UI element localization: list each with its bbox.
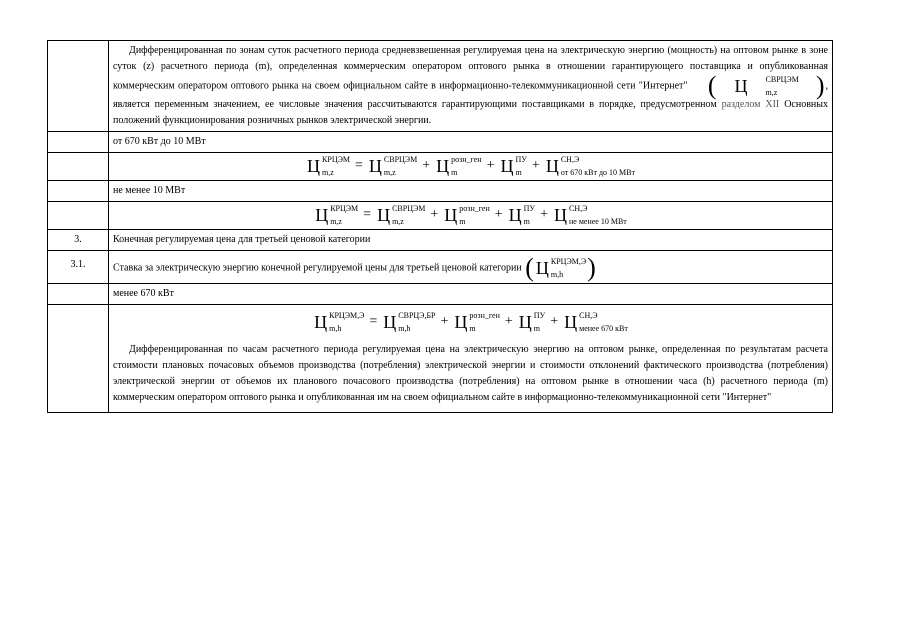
tariff-table bbox=[47, 40, 833, 413]
formula-inline: ( Ц СВРЦЭМ m,z ) bbox=[707, 71, 825, 100]
row-number: 3. bbox=[48, 230, 109, 251]
range-label: менее 670 кВт bbox=[109, 284, 833, 305]
table-row bbox=[48, 305, 833, 413]
range-label: от 670 кВт до 10 МВт bbox=[109, 132, 833, 153]
formula-cell bbox=[113, 307, 828, 342]
table-row bbox=[48, 41, 833, 132]
formula: Ц КРЦЭМ,Э m,h = Ц СВРЦЭ,БР m,h + Ц розн_ген m + Ц ПУ m + Ц СН,Э менее 670 кВт bbox=[314, 311, 628, 333]
table-row bbox=[48, 153, 833, 181]
formula-text-cell bbox=[109, 305, 833, 413]
table-row bbox=[48, 181, 833, 202]
paragraph-diff-hours: Дифференцированная по часам расчетного периода регулируемая цена на электрическую энергию на оптовом рынке, определенная по результатам расчета стоимости плановых почасовых объемов производства (потребления) электрической энергии и стоимости отклонений фактического производства (потребления) электрической энергии от объемов их планового почасового производства (потребления) на оптовом рынке в отношении часа (h) расчетного периода (m) коммерческим оператором оптового рынка и опубликованная им на своем официальном сайте в информационно-телекоммуникационной сети "Интернет" bbox=[113, 344, 828, 403]
subsection-title: Ставка за электрическую энергию конечной регулируемой цены для третьей ценовой категории ( Ц КРЦЭМ,Э m,h ) bbox=[109, 251, 833, 284]
table-row bbox=[48, 284, 833, 305]
text-cell bbox=[109, 41, 833, 132]
table-row bbox=[48, 132, 833, 153]
section-title: Конечная регулируемая цена для третьей ценовой категории bbox=[109, 230, 833, 251]
formula: Ц КРЦЭМ m,z = Ц СВРЦЭМ m,z + Ц розн_ген m + Ц ПУ m + Ц СН,Э не менее 10 МВт bbox=[315, 204, 627, 226]
formula-cell bbox=[109, 153, 833, 181]
formula-inline: ( Ц КРЦЭМ,Э m,h ) bbox=[525, 253, 596, 282]
formula: Ц КРЦЭМ m,z = Ц СВРЦЭМ m,z + Ц розн_ген m + Ц ПУ m + Ц СН,Э от 670 кВт до 10 МВт bbox=[307, 155, 635, 177]
paragraph-diff-zones: Дифференцированная по зонам суток расчетного периода средневзвешенная регулируемая цена на электрическую энергию (мощность) на оптовом рынке в зоне суток (z) расчетного периода (m), определенная коммерческим оператором оптового рынка в отношении гарантирующего поставщика и опубликованная коммерческим оператором оптового рынка на своем официальном сайте в информационно-телекоммуникационной сети "Интернет" ( Ц СВРЦЭМ m,z ) , является переменным значением, ее числовые значения рассчитываются гарантирующими поставщиками в порядке, предусмотренном разделом XII Основных положений функционирования розничных рынков электрической энергии. bbox=[113, 45, 828, 126]
table-row bbox=[48, 202, 833, 230]
row-number: 3.1. bbox=[48, 251, 109, 284]
table-row bbox=[48, 251, 833, 284]
range-label: не менее 10 МВт bbox=[109, 181, 833, 202]
section-link[interactable]: разделом XII bbox=[721, 99, 780, 110]
row-number-cell bbox=[48, 41, 109, 132]
formula-cell bbox=[109, 202, 833, 230]
table-row bbox=[48, 230, 833, 251]
